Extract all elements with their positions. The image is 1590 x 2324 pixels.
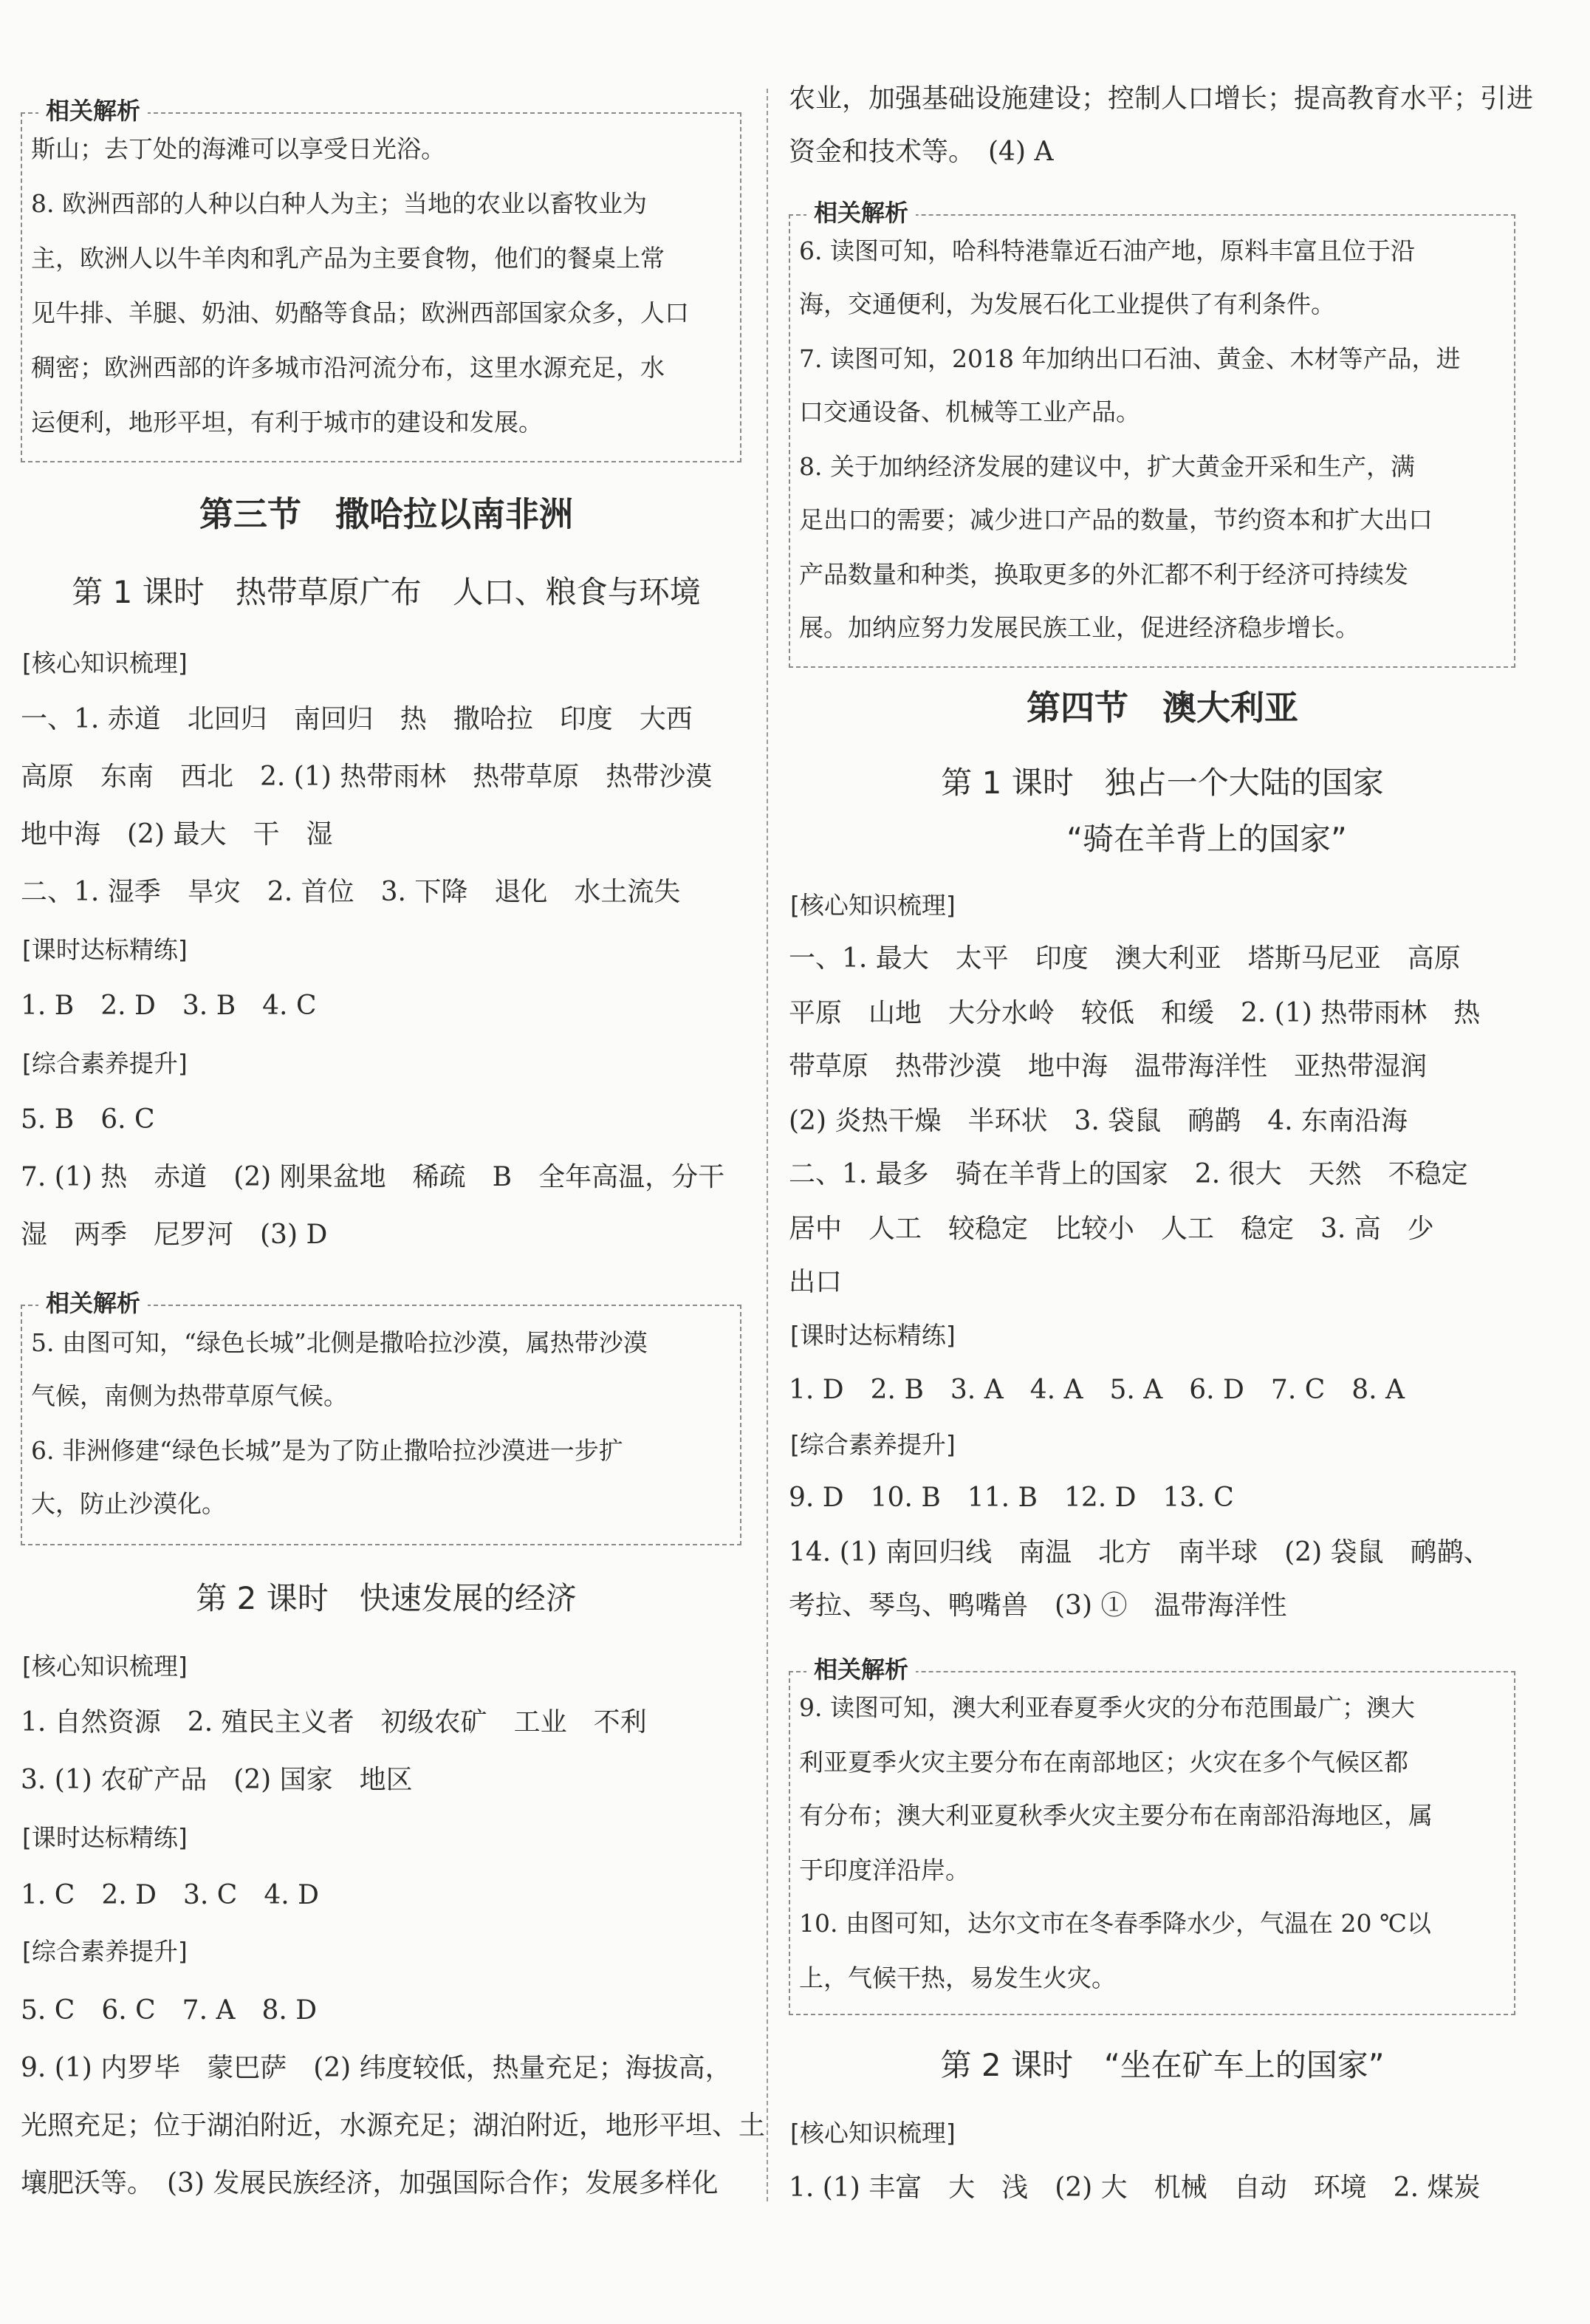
answer-line: 1. D 2. B 3. A 4. A 5. A 6. D 7. C 8. A [789,1375,1405,1405]
section-tag: [课时达标精练] [22,1823,188,1852]
analysis-line: 产品数量和种类，换取更多的外汇都不利于经济可持续发 [799,560,1408,589]
analysis-line: 运便利，地形平坦，有利于城市的建设和发展。 [31,408,543,437]
analysis-line: 海，交通便利，为发展石化工业提供了有利条件。 [799,290,1335,318]
analysis-line: 于印度洋沿岸。 [799,1856,970,1884]
analysis-box [21,97,741,462]
answer-line: 出口 [789,1267,843,1297]
analysis-box [789,199,1515,668]
analysis-line: 10. 由图可知，达尔文市在冬春季降水少，气温在 20 ℃以 [799,1909,1431,1938]
analysis-line: 6. 非洲修建“绿色长城”是为了防止撒哈拉沙漠进一步扩 [31,1436,623,1465]
section-title: 第三节 撒哈拉以南非洲 [199,494,573,534]
analysis-line: 见牛排、羊腿、奶油、奶酪等食品；欧洲西部国家众多，人口 [31,298,689,327]
answer-line: 地中海 (2) 最大 干 湿 [21,819,333,850]
answer-line: 光照充足；位于湖泊附近，水源充足；湖泊附近，地形平坦、土 [21,2111,766,2141]
section-tag: [核心知识梳理] [22,649,188,677]
analysis-line: 口交通设备、机械等工业产品。 [799,397,1140,426]
section-tag: [课时达标精练] [790,1321,956,1350]
analysis-line: 斯山；去丁处的海滩可以享受日光浴。 [31,134,445,163]
answer-line: 1. B 2. D 3. B 4. C [21,991,317,1021]
analysis-line: 8. 欧洲西部的人种以白种人为主；当地的农业以畜牧业为 [31,189,647,218]
analysis-line: 足出口的需要；减少进口产品的数量，节约资本和扩大出口 [799,505,1433,534]
answer-line: 壤肥沃等。 (3) 发展民族经济，加强国际合作；发展多样化 [21,2168,719,2198]
analysis-line: 6. 读图可知，哈科特港靠近石油产地，原料丰富且位于沿 [799,236,1415,265]
answer-line: 带草原 热带沙漠 地中海 温带海洋性 亚热带湿润 [789,1051,1428,1081]
answer-line: 农业，加强基础设施建设；控制人口增长；提高教育水平；引进 [789,83,1534,114]
answer-line: 居中 人工 较稳定 比较小 人工 稳定 3. 高 少 [789,1214,1434,1244]
analysis-line: 稠密；欧洲西部的许多城市沿河流分布，这里水源充足，水 [31,353,665,382]
section-title: 第四节 澳大利亚 [1027,688,1298,728]
answer-line: 7. (1) 热 赤道 (2) 刚果盆地 稀疏 B 全年高温，分干 [21,1162,725,1192]
answer-line: (2) 炎热干燥 半环状 3. 袋鼠 鸸鹋 4. 东南沿海 [789,1106,1408,1136]
analysis-label: 相关解析 [806,196,916,229]
lesson-title: 第 1 课时 独占一个大陆的国家 [941,765,1384,801]
section-tag: [核心知识梳理] [790,891,956,920]
section-tag: [综合素养提升] [790,1430,956,1459]
answer-line: 二、1. 湿季 旱灾 2. 首位 3. 下降 退化 水土流失 [21,877,681,907]
analysis-line: 展。加纳应努力发展民族工业，促进经济稳步增长。 [799,613,1360,642]
analysis-line: 8. 关于加纳经济发展的建议中，扩大黄金开采和生产，满 [799,452,1415,481]
answer-line: 一、1. 赤道 北回归 南回归 热 撒哈拉 印度 大西 [21,704,693,734]
lesson-title: 第 1 课时 热带草原广布 人口、粮食与环境 [72,574,701,610]
analysis-label: 相关解析 [38,95,148,127]
answer-line: 1. 自然资源 2. 殖民主义者 初级农矿 工业 不利 [21,1707,647,1737]
lesson-title: 第 2 课时 “坐在矿车上的国家” [940,2047,1385,2083]
analysis-line: 7. 读图可知，2018 年加纳出口石油、黄金、木材等产品，进 [799,344,1461,373]
analysis-line: 有分布；澳大利亚夏秋季火灾主要分布在南部沿海地区，属 [799,1801,1433,1830]
answer-line: 考拉、琴鸟、鸭嘴兽 (3) ① 温带海洋性 [789,1590,1287,1621]
analysis-box [21,1289,741,1545]
answer-line: 湿 两季 尼罗河 (3) D [21,1220,328,1250]
section-tag: [核心知识梳理] [790,2119,956,2147]
analysis-label: 相关解析 [806,1653,916,1686]
analysis-line: 利亚夏季火灾主要分布在南部地区；火灾在多个气候区都 [799,1748,1408,1777]
answer-line: 1. C 2. D 3. C 4. D [21,1880,319,1910]
answer-line: 高原 东南 西北 2. (1) 热带雨林 热带草原 热带沙漠 [21,762,713,792]
section-tag: [综合素养提升] [22,1937,188,1966]
answer-line: 5. B 6. C [21,1104,155,1135]
analysis-line: 上，气候干热，易发生火灾。 [799,1964,1116,1992]
analysis-line: 主，欧洲人以牛羊肉和乳产品为主要食物，他们的餐桌上常 [31,244,665,273]
lesson-subtitle: “骑在羊背上的国家” [1066,821,1347,857]
answer-line: 1. (1) 丰富 大 浅 (2) 大 机械 自动 环境 2. 煤炭 [789,2173,1481,2203]
analysis-line: 气候，南侧为热带草原气候。 [31,1381,348,1410]
section-tag: [核心知识梳理] [22,1652,188,1681]
analysis-line: 9. 读图可知，澳大利亚春夏季火灾的分布范围最广；澳大 [799,1693,1415,1722]
answer-line: 平原 山地 大分水岭 较低 和缓 2. (1) 热带雨林 热 [789,998,1481,1028]
answer-line: 9. (1) 内罗毕 蒙巴萨 (2) 纬度较低，热量充足；海拔高， [21,2053,732,2083]
analysis-line: 5. 由图可知，“绿色长城”北侧是撒哈拉沙漠，属热带沙漠 [31,1328,648,1357]
lesson-title: 第 2 课时 快速发展的经济 [196,1580,577,1616]
answer-line: 一、1. 最大 太平 印度 澳大利亚 塔斯马尼亚 高原 [789,943,1461,974]
answer-line: 5. C 6. C 7. A 8. D [21,1995,318,2026]
answer-line: 二、1. 最多 骑在羊背上的国家 2. 很大 天然 不稳定 [789,1159,1468,1189]
column-divider [767,89,768,2201]
answer-line: 3. (1) 农矿产品 (2) 国家 地区 [21,1765,413,1795]
answer-line: 资金和技术等。 (4) A [789,137,1054,167]
analysis-line: 大，防止沙漠化。 [31,1489,226,1518]
analysis-label: 相关解析 [38,1287,148,1319]
answer-line: 9. D 10. B 11. B 12. D 13. C [789,1483,1234,1513]
section-tag: [课时达标精练] [22,935,188,964]
answer-line: 14. (1) 南回归线 南温 北方 南半球 (2) 袋鼠 鸸鹋、 [789,1537,1490,1568]
analysis-box [789,1655,1515,2015]
section-tag: [综合素养提升] [22,1049,188,1078]
